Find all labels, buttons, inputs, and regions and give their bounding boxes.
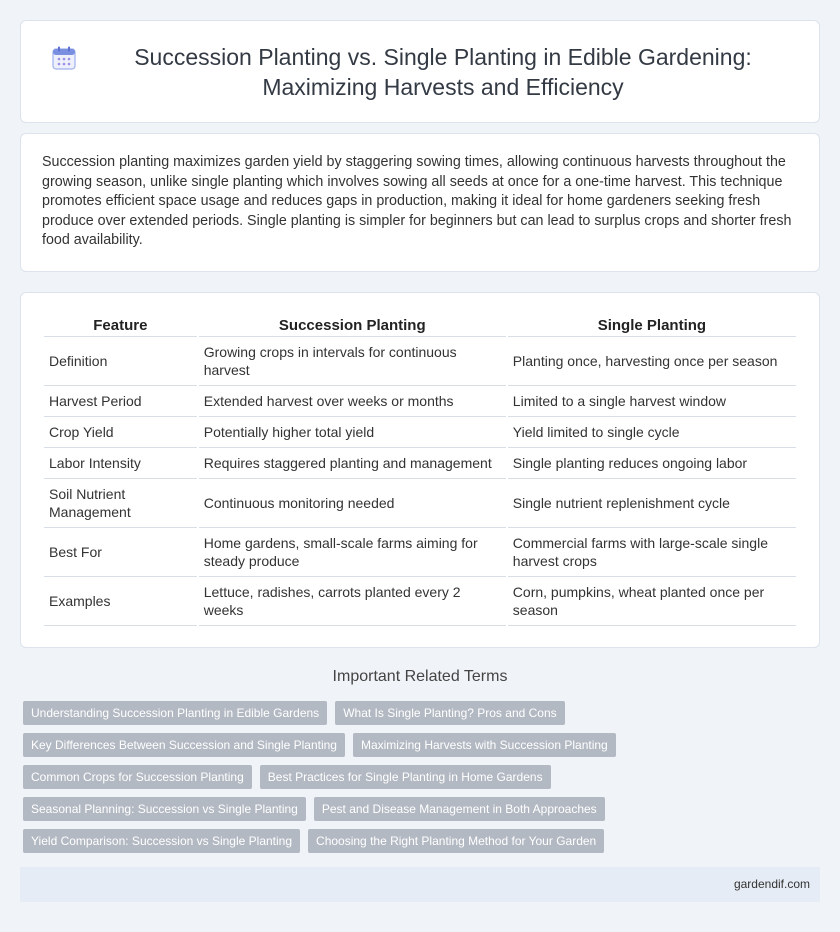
related-term-link[interactable]: Maximizing Harvests with Succession Planting bbox=[353, 733, 616, 757]
related-terms-heading: Important Related Terms bbox=[332, 668, 508, 685]
table-header-row bbox=[44, 314, 796, 337]
single-cell: Commercial farms with large-scale single harvest crops bbox=[508, 528, 796, 577]
single-cell: Corn, pumpkins, wheat planted once per season bbox=[508, 577, 796, 626]
tag-row bbox=[23, 733, 823, 757]
tag-row bbox=[23, 765, 823, 789]
succession-cell: Lettuce, radishes, carrots planted every 2 weeks bbox=[199, 577, 506, 626]
feature-cell: Best For bbox=[44, 528, 197, 577]
column-header-single: Single Planting bbox=[508, 314, 796, 337]
single-cell: Single nutrient replenishment cycle bbox=[508, 479, 796, 528]
feature-cell: Harvest Period bbox=[44, 386, 197, 417]
table-row bbox=[44, 337, 796, 386]
related-term-link[interactable]: Best Practices for Single Planting in Home Gardens bbox=[260, 765, 551, 789]
tag-row bbox=[23, 829, 823, 853]
succession-cell: Growing crops in intervals for continuous harvest bbox=[199, 337, 506, 386]
column-header-succession: Succession Planting bbox=[199, 314, 506, 337]
related-term-link[interactable]: Pest and Disease Management in Both Approaches bbox=[314, 797, 605, 821]
related-terms-list bbox=[23, 701, 823, 861]
succession-cell: Continuous monitoring needed bbox=[199, 479, 506, 528]
comparison-table bbox=[42, 314, 798, 626]
succession-cell: Home gardens, small-scale farms aiming for steady produce bbox=[199, 528, 506, 577]
related-term-link[interactable]: Common Crops for Succession Planting bbox=[23, 765, 252, 789]
intro-paragraph: Succession planting maximizes garden yield by staggering sowing times, allowing continuous harvests throughout the growing season, unlike single planting which involves sowing all seeds at once for a one-time harvest. This technique promotes efficient space usage and reduces gaps in production, making it ideal for home gardeners seeking fresh produce over extended periods. Single planting is simpler for beginners but can lead to surplus crops and shorter fresh food availability. bbox=[42, 154, 792, 249]
table-row bbox=[44, 386, 796, 417]
table-row bbox=[44, 479, 796, 528]
succession-cell: Requires staggered planting and management bbox=[199, 448, 506, 479]
tag-row bbox=[23, 797, 823, 821]
single-cell: Single planting reduces ongoing labor bbox=[508, 448, 796, 479]
comparison-card bbox=[20, 292, 820, 648]
intro-card bbox=[20, 133, 820, 272]
feature-cell: Definition bbox=[44, 337, 197, 386]
related-term-link[interactable]: Choosing the Right Planting Method for Your Garden bbox=[308, 829, 604, 853]
table-row bbox=[44, 448, 796, 479]
related-term-link[interactable]: Yield Comparison: Succession vs Single Planting bbox=[23, 829, 300, 853]
related-term-link[interactable]: Key Differences Between Succession and Single Planting bbox=[23, 733, 345, 757]
table-row bbox=[44, 528, 796, 577]
table-row bbox=[44, 417, 796, 448]
related-term-link[interactable]: What Is Single Planting? Pros and Cons bbox=[335, 701, 564, 725]
site-name[interactable]: gardendif.com bbox=[733, 877, 810, 891]
succession-cell: Extended harvest over weeks or months bbox=[199, 386, 506, 417]
related-term-link[interactable]: Understanding Succession Planting in Edible Gardens bbox=[23, 701, 327, 725]
page-title: Succession Planting vs. Single Planting in Edible Gardening: Maximizing Harvests and Efficiency bbox=[134, 43, 752, 100]
tag-row bbox=[23, 701, 823, 725]
feature-cell: Crop Yield bbox=[44, 417, 197, 448]
table-row bbox=[44, 577, 796, 626]
column-header-feature: Feature bbox=[44, 314, 197, 337]
single-cell: Yield limited to single cycle bbox=[508, 417, 796, 448]
single-cell: Planting once, harvesting once per season bbox=[508, 337, 796, 386]
feature-cell: Soil Nutrient Management bbox=[44, 479, 197, 528]
single-cell: Limited to a single harvest window bbox=[508, 386, 796, 417]
related-term-link[interactable]: Seasonal Planning: Succession vs Single Planting bbox=[23, 797, 306, 821]
footer bbox=[20, 867, 820, 902]
calendar-icon bbox=[51, 45, 77, 71]
feature-cell: Examples bbox=[44, 577, 197, 626]
feature-cell: Labor Intensity bbox=[44, 448, 197, 479]
title-card bbox=[20, 20, 820, 123]
succession-cell: Potentially higher total yield bbox=[199, 417, 506, 448]
